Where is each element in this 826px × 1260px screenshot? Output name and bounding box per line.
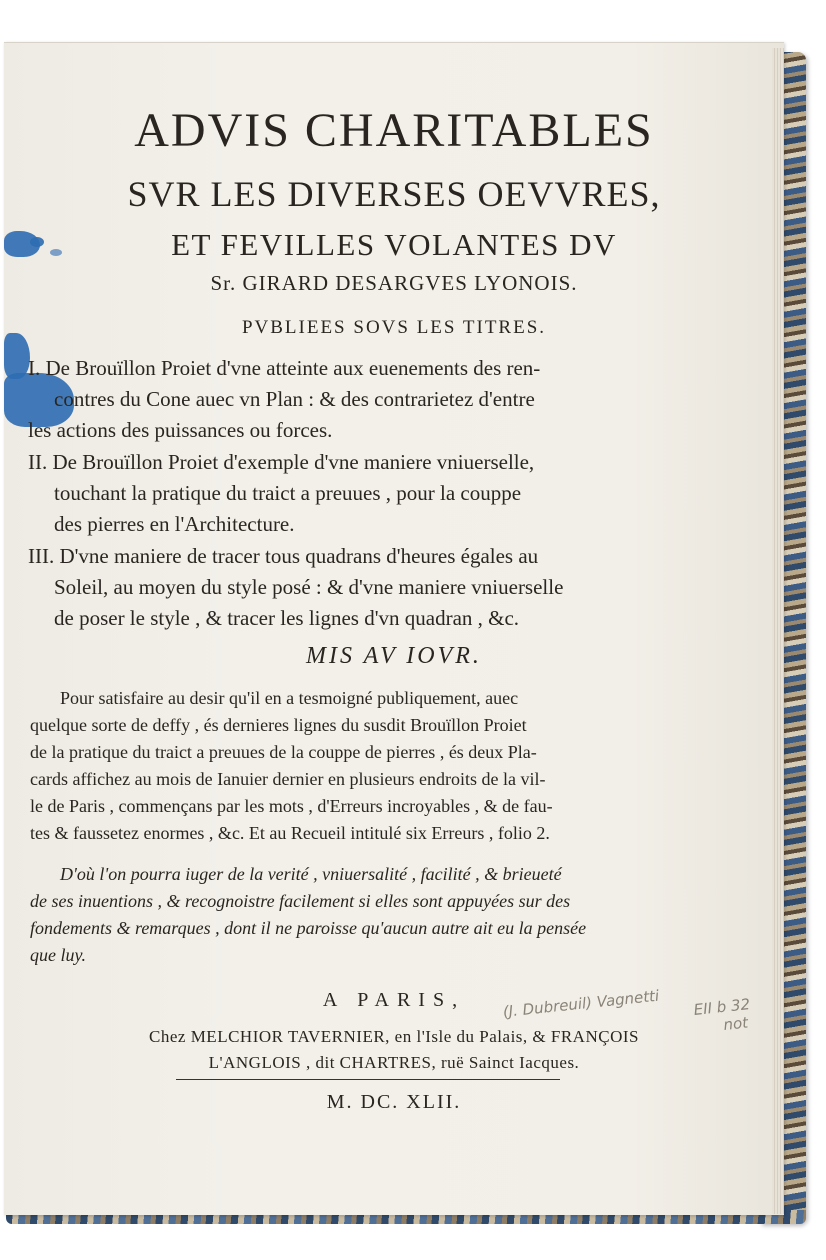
paragraph-line: que luy. [30,945,86,965]
item-line: de poser le style , & tracer les lignes d'vn quadran , &c. [54,606,520,630]
item-number: I. [28,356,41,380]
title-line-2: SVR LES DIVERSES OEVVRES, [127,174,661,214]
subtitle: PVBLIEES SOVS LES TITRES. [241,317,547,338]
item-line: les actions des puissances ou forces. [28,418,333,442]
title-page [4,42,784,1215]
annotation-line: EII b 32 [692,995,751,1019]
item-line: Soleil, au moyen du style posé : & d'vne maniere vniuerselle [54,575,564,599]
paragraph-line: Pour satisfaire au desir qu'il en a tesmoigné publiquement, auec [60,688,519,708]
annotation-line: (J. Dubreuil) Vagnetti [502,986,660,1021]
paragraph-line: de ses inuentions , & recognoistre facilement si elles sont appuyées sur des [30,891,571,911]
divider-rule [176,1079,560,1080]
paragraph-line: cards affichez au mois de Ianuier dernier en plusieurs endroits de la vil- [30,769,546,789]
paragraph-2 [30,861,730,969]
title-line-3: ET FEVILLES VOLANTES DV [171,227,617,262]
imprint-publisher-line-2: L'ANGLOIS , dit CHARTRES, ruë Sainct Iacques. [208,1053,580,1072]
item-number: III. [28,544,55,568]
item-line: D'vne maniere de tracer tous quadrans d'heures égales au [59,544,539,568]
paragraph-line: le de Paris , commençans par les mots , d'Erreurs incroyables , & de fau- [30,796,553,816]
paragraph-line: de la pratique du traict a preuues de la couppe de pierres , és deux Pla- [30,742,537,762]
title-line-4: Sr. GIRARD DESARGVES LYONOIS. [210,271,578,295]
annotation-line: not [722,1013,749,1034]
page-edge [772,48,784,1214]
paragraph-line: fondements & remarques , dont il ne paroisse qu'aucun autre ait eu la pensée [30,918,587,938]
item-number: II. [28,450,48,474]
item-line: touchant la pratique du traict a preuues , pour la couppe [54,481,522,505]
imprint-publisher-line-1: Chez MELCHIOR TAVERNIER, en l'Isle du Palais, & FRANÇOIS [149,1027,639,1046]
mis-au-iour-heading: MIS AV IOVR. [306,643,482,669]
list-item [28,353,728,446]
item-line: contres du Cone auec vn Plan : & des contrarietez d'entre [54,387,535,411]
title-line-1: ADVIS CHARITABLES [134,104,654,157]
paragraph-1 [30,685,730,847]
imprint-city: A PARIS, [322,989,466,1011]
imprint-date: M. DC. XLII. [326,1091,462,1113]
list-item [28,447,728,540]
paragraph-line: D'où l'on pourra iuger de la verité , vniuersalité , facilité , & brieueté [60,864,562,884]
paragraph-line: quelque sorte de deffy , és dernieres lignes du susdit Brouïllon Proiet [30,715,527,735]
paragraph-line: tes & faussetez enormes , &c. Et au Recueil intitulé six Erreurs , folio 2. [30,823,550,843]
item-line: De Brouïllon Proiet d'exemple d'vne maniere vniuerselle, [52,450,535,474]
item-line: des pierres en l'Architecture. [54,512,295,536]
item-line: De Brouïllon Proiet d'vne atteinte aux euenements des ren- [45,356,541,380]
list-item [28,541,728,634]
